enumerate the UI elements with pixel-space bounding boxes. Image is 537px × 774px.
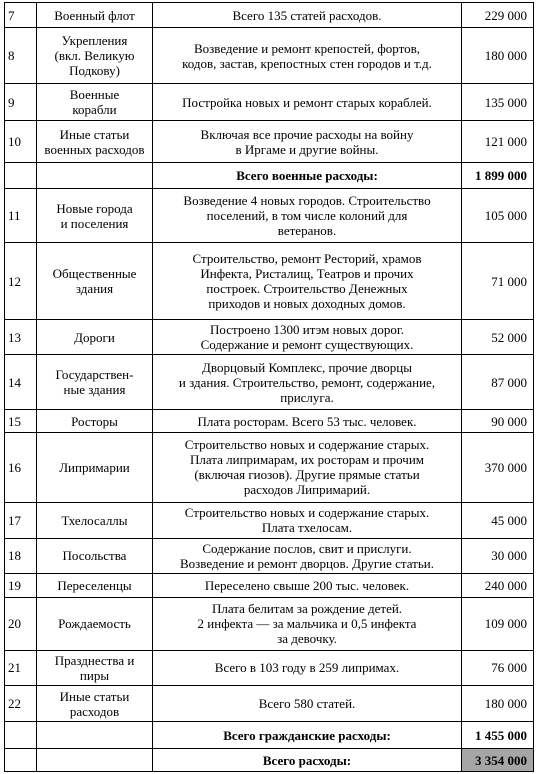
expense-amount: 180 000 — [462, 686, 534, 722]
expense-description: Построено 1300 итэм новых дорог. Содержание и ремонт существующих. — [153, 319, 462, 355]
expense-description: Плата белитам за рождение детей. 2 инфекта — за мальчика и 0,5 инфекта за девочку. — [153, 597, 462, 650]
expense-category: Рождаемость — [37, 597, 153, 650]
row-number: 10 — [5, 121, 37, 163]
expense-category: Новые города и поселения — [37, 189, 153, 243]
expense-description: Включая все прочие расходы на войну в Иргаме и другие войны. — [153, 121, 462, 163]
empty-cell — [37, 162, 153, 188]
row-number: 9 — [5, 84, 37, 121]
expense-description: Возведение 4 новых городов. Строительство поселений, в том числе колоний для ветеранов. — [153, 189, 462, 243]
table-row — [5, 243, 534, 319]
expense-amount: 229 000 — [462, 3, 534, 28]
expense-description: Дворцовый Комплекс, прочие дворцы и здания. Строительство, ремонт, содержание, прислуга. — [153, 355, 462, 410]
table-row — [5, 189, 534, 243]
subtotal-row — [5, 162, 534, 188]
expense-category: Иные статьи военных расходов — [37, 121, 153, 163]
expense-category: Военный флот — [37, 3, 153, 28]
row-number: 19 — [5, 574, 37, 597]
expense-category: Росторы — [37, 410, 153, 432]
row-number: 20 — [5, 597, 37, 650]
expense-amount: 109 000 — [462, 597, 534, 650]
expense-amount: 76 000 — [462, 650, 534, 686]
expense-description: Возведение и ремонт крепостей, фортов, кодов, застав, крепостных стен городов и т.д. — [153, 28, 462, 84]
expense-category: Дороги — [37, 319, 153, 355]
expense-description: Всего 580 статей. — [153, 686, 462, 722]
expense-amount: 370 000 — [462, 432, 534, 502]
expense-amount: 52 000 — [462, 319, 534, 355]
table-row — [5, 432, 534, 502]
table-row — [5, 686, 534, 722]
table-row — [5, 650, 534, 686]
subtotal-row — [5, 721, 534, 749]
table-row — [5, 355, 534, 410]
empty-cell — [5, 721, 37, 749]
expense-category: Общественные здания — [37, 243, 153, 319]
row-number: 11 — [5, 189, 37, 243]
expense-description: Плата росторам. Всего 53 тыс. человек. — [153, 410, 462, 432]
row-number: 21 — [5, 650, 37, 686]
expense-table-body — [5, 3, 534, 772]
expense-description: Переселено свыше 200 тыс. человек. — [153, 574, 462, 597]
expense-amount: 87 000 — [462, 355, 534, 410]
expense-description: Строительство новых и содержание старых. Плата тхелосам. — [153, 503, 462, 539]
expense-amount: 135 000 — [462, 84, 534, 121]
expense-table — [4, 2, 534, 772]
grand-total-row — [5, 749, 534, 772]
grand-total-label: Всего расходы: — [153, 749, 462, 772]
row-number: 14 — [5, 355, 37, 410]
table-row — [5, 3, 534, 28]
expense-description: Содержание послов, свит и прислуги. Возведение и ремонт дворцов. Другие статьи. — [153, 538, 462, 574]
empty-cell — [5, 749, 37, 772]
row-number: 15 — [5, 410, 37, 432]
subtotal-amount: 1 899 000 — [462, 162, 534, 188]
table-row — [5, 84, 534, 121]
expense-category: Военные корабли — [37, 84, 153, 121]
table-row — [5, 410, 534, 432]
expense-amount: 180 000 — [462, 28, 534, 84]
expense-category: Укрепления (вкл. Великую Подкову) — [37, 28, 153, 84]
row-number: 18 — [5, 538, 37, 574]
expense-category: Иные статьи расходов — [37, 686, 153, 722]
expense-category: Переселенцы — [37, 574, 153, 597]
expense-amount: 240 000 — [462, 574, 534, 597]
expense-amount: 71 000 — [462, 243, 534, 319]
expense-amount: 121 000 — [462, 121, 534, 163]
row-number: 17 — [5, 503, 37, 539]
expense-category: Празднества и пиры — [37, 650, 153, 686]
subtotal-amount: 1 455 000 — [462, 721, 534, 749]
subtotal-label: Всего гражданские расходы: — [153, 721, 462, 749]
expense-description: Всего в 103 году в 259 липримах. — [153, 650, 462, 686]
table-row — [5, 503, 534, 539]
row-number: 22 — [5, 686, 37, 722]
expense-description: Всего 135 статей расходов. — [153, 3, 462, 28]
table-row — [5, 28, 534, 84]
expense-category: Тхелосаллы — [37, 503, 153, 539]
expense-category: Государствен- ные здания — [37, 355, 153, 410]
row-number: 13 — [5, 319, 37, 355]
expense-amount: 45 000 — [462, 503, 534, 539]
grand-total-amount: 3 354 000 — [462, 749, 534, 772]
empty-cell — [5, 162, 37, 188]
row-number: 8 — [5, 28, 37, 84]
table-row — [5, 121, 534, 163]
row-number: 7 — [5, 3, 37, 28]
row-number: 16 — [5, 432, 37, 502]
expense-description: Постройка новых и ремонт старых кораблей. — [153, 84, 462, 121]
subtotal-label: Всего военные расходы: — [153, 162, 462, 188]
expense-description: Строительство новых и содержание старых. Плата липримарам, их росторам и прочим (включая гиозов). Другие прямые статьи расходов Липримарий. — [153, 432, 462, 502]
table-row — [5, 319, 534, 355]
table-row — [5, 597, 534, 650]
expense-amount: 30 000 — [462, 538, 534, 574]
expense-amount: 90 000 — [462, 410, 534, 432]
expense-category: Посольства — [37, 538, 153, 574]
expense-description: Строительство, ремонт Ресторий, храмов Инфекта, Ристалищ, Театров и прочих построек. Строительство Денежных приходов и новых доходных домов. — [153, 243, 462, 319]
expense-category: Липримарии — [37, 432, 153, 502]
table-row — [5, 538, 534, 574]
row-number: 12 — [5, 243, 37, 319]
expense-amount: 105 000 — [462, 189, 534, 243]
empty-cell — [37, 749, 153, 772]
empty-cell — [37, 721, 153, 749]
table-row — [5, 574, 534, 597]
